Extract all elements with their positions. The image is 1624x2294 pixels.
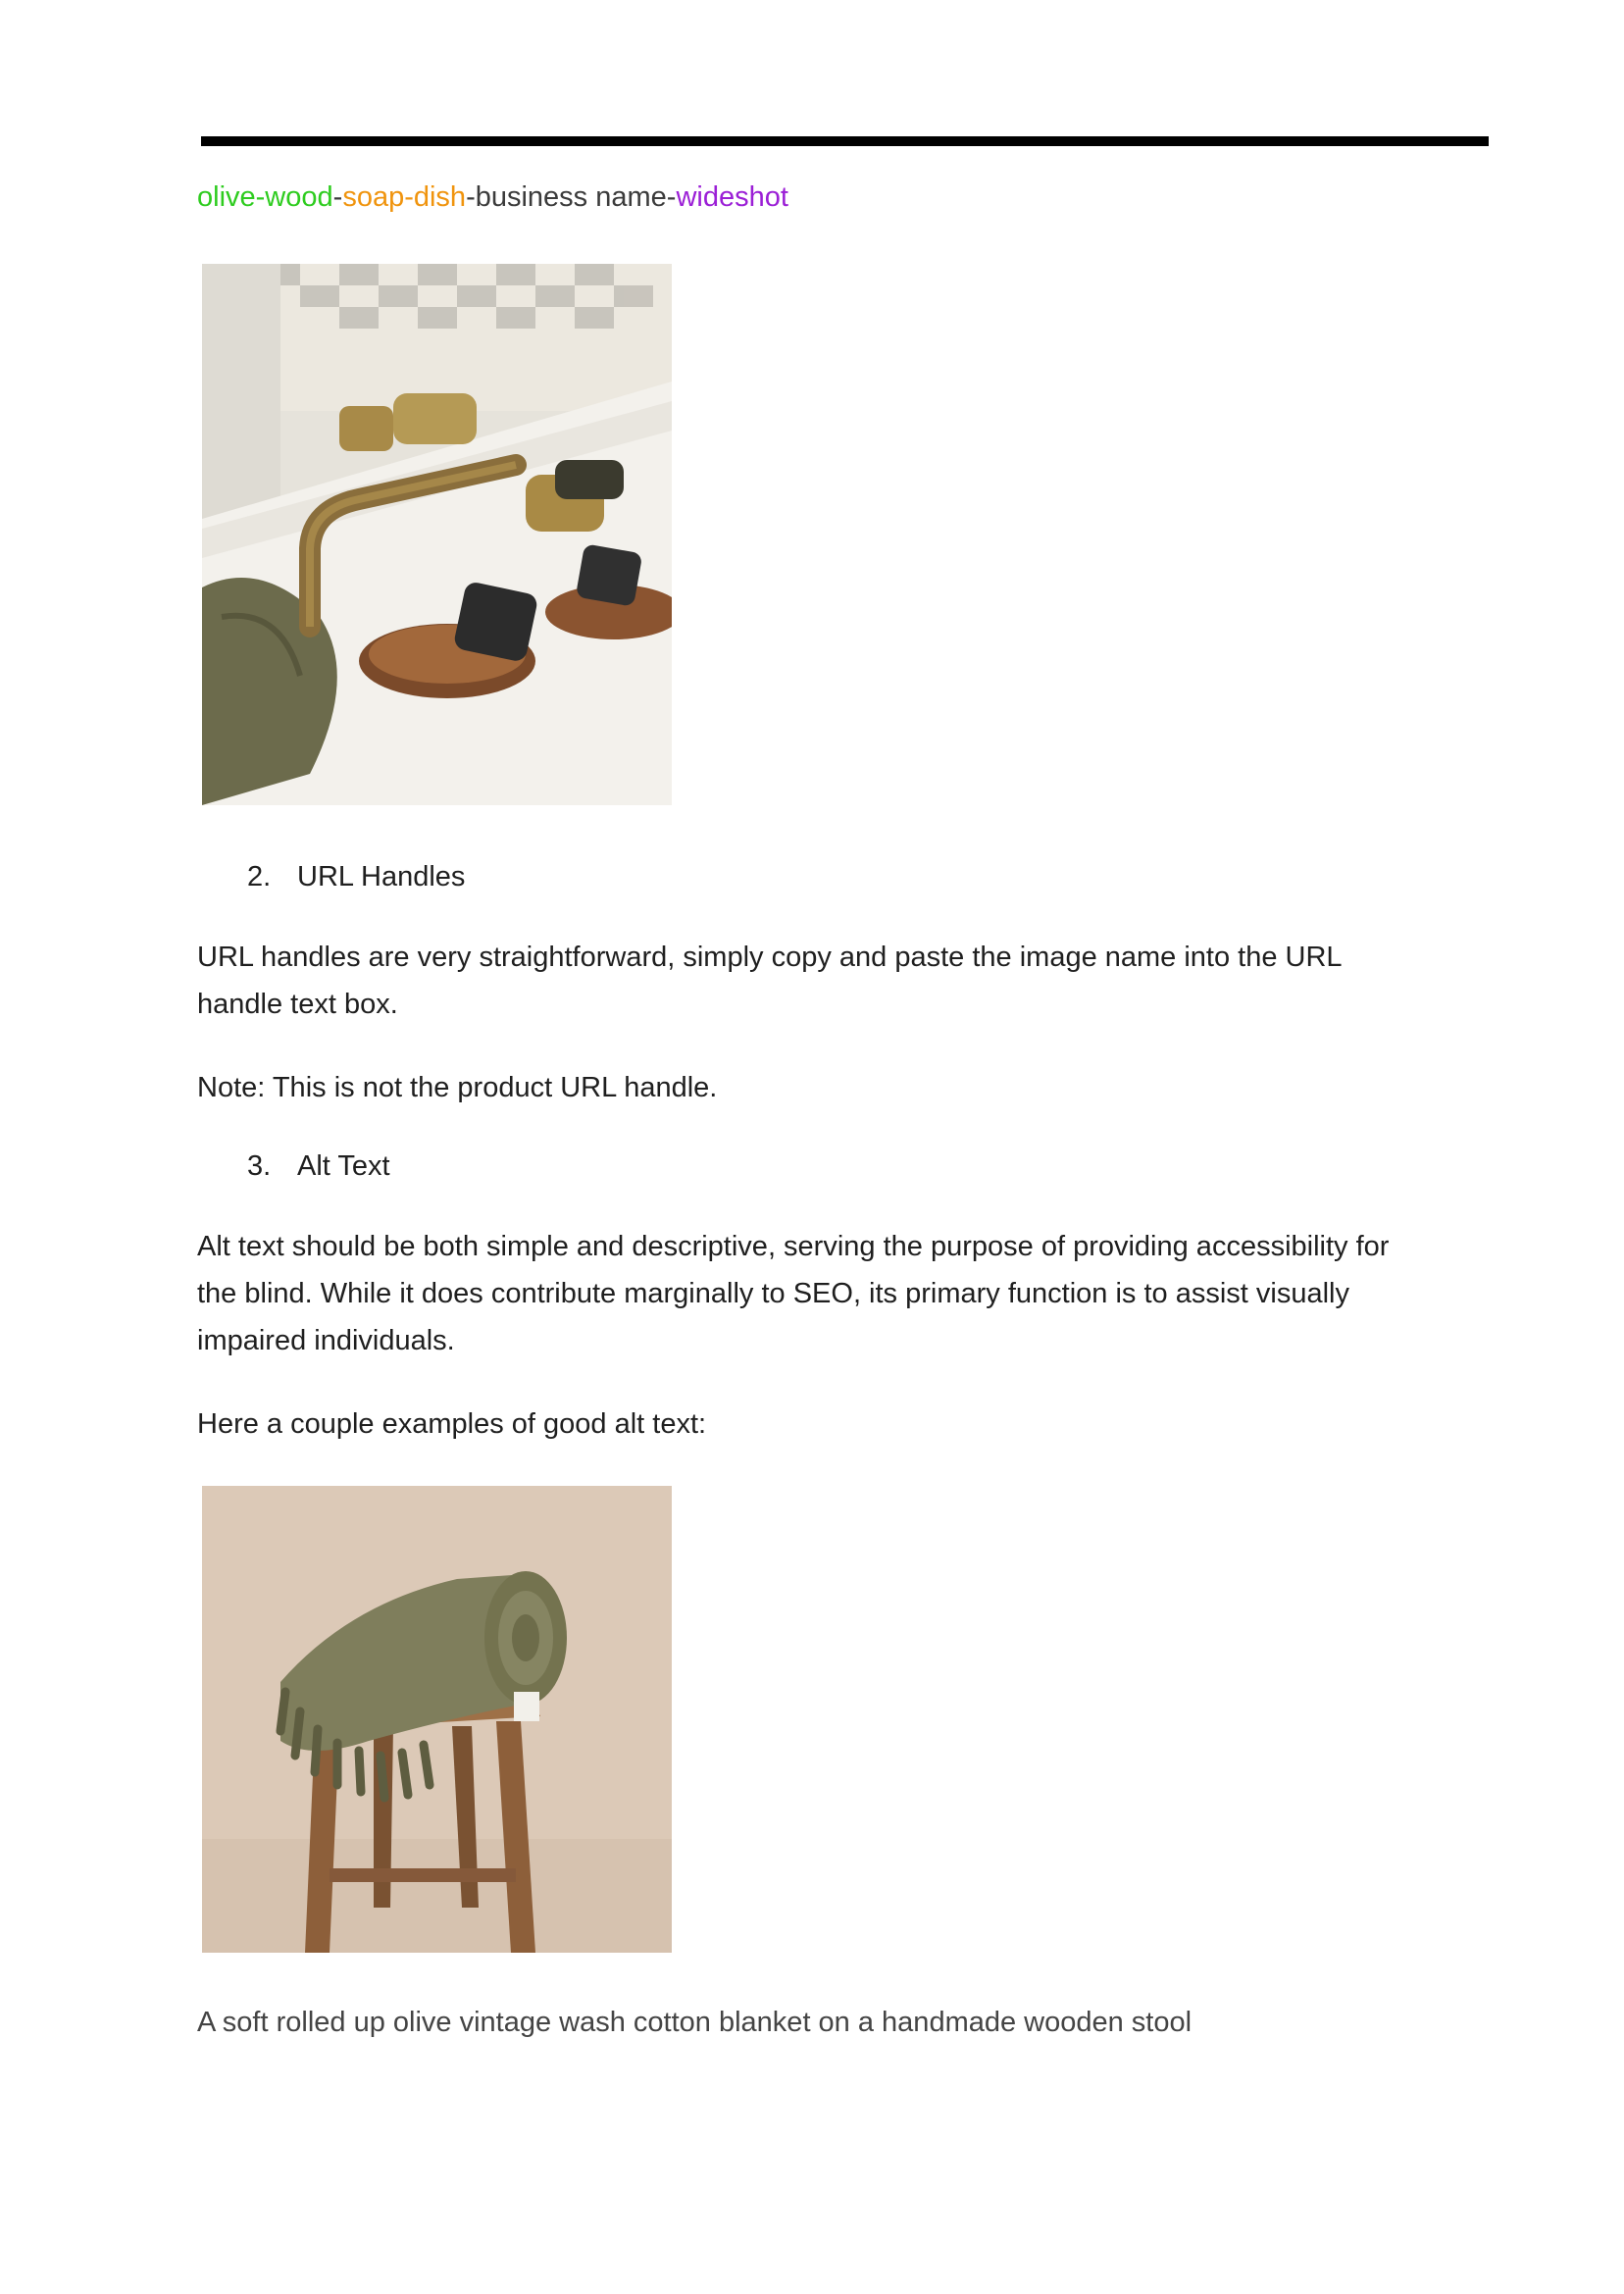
- filename-part-material: olive-wood: [197, 181, 333, 213]
- url-handle-note: Note: This is not the product URL handle.: [197, 1072, 718, 1103]
- list-number-3: 3.: [247, 1150, 272, 1182]
- blanket-on-stool-photo: [202, 1486, 672, 1953]
- top-rule: [201, 136, 1489, 146]
- filename-part-business: -business name-: [466, 181, 677, 213]
- alt-text-intro: Here a couple examples of good alt text:: [197, 1408, 707, 1440]
- filename-example: [197, 178, 788, 217]
- alt-text-example-caption: A soft rolled up olive vintage wash cotton blanket on a handmade wooden stool: [197, 2007, 1193, 2038]
- list-number-2: 2.: [247, 861, 272, 892]
- filename-part-product: soap-dish: [342, 181, 467, 213]
- section-heading-url-handles: URL Handles: [297, 861, 466, 892]
- soap-dish-photo: [202, 264, 672, 805]
- section-heading-alt-text: Alt Text: [297, 1150, 390, 1182]
- url-handles-paragraph: URL handles are very straightforward, simply copy and paste the image name into the URL handle text box.: [197, 942, 1342, 1020]
- alt-text-paragraph: Alt text should be both simple and descriptive, serving the purpose of providing accessibility for the blind. While it does contribute marginally to SEO, its primary function is to assist visually impaired individuals.: [197, 1231, 1390, 1356]
- filename-separator: -: [332, 181, 343, 213]
- filename-part-shot: wideshot: [676, 181, 788, 213]
